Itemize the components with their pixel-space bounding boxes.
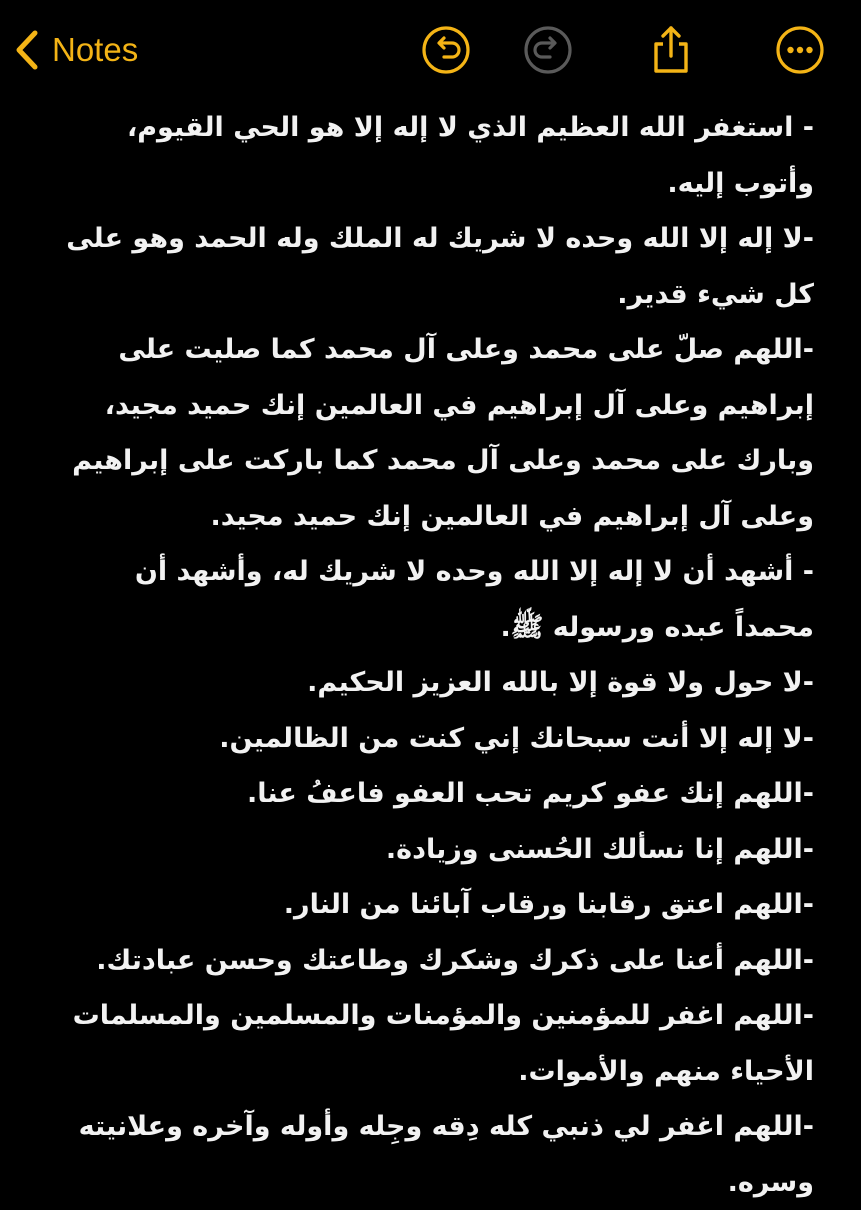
redo-button[interactable]: [520, 22, 576, 78]
note-line: وسره.: [24, 1155, 814, 1210]
note-line: - استغفر الله العظيم الذي لا إله إلا هو الحي القيوم،: [24, 100, 814, 156]
note-line: -اللهم اعتق رقابنا ورقاب آبائنا من النار.: [24, 877, 814, 933]
note-body[interactable]: [24, 100, 814, 1200]
notes-toolbar: [0, 0, 861, 96]
note-line: الأحياء منهم والأموات.: [24, 1044, 814, 1100]
note-line: -لا حول ولا قوة إلا بالله العزيز الحكيم.: [24, 655, 814, 711]
back-button[interactable]: [14, 22, 138, 78]
note-line: وعلى آل إبراهيم في العالمين إنك حميد مجيد.: [24, 489, 814, 545]
undo-button[interactable]: [418, 22, 474, 78]
note-line: -اللهم إنك عفو كريم تحب العفو فاعفُ عنا.: [24, 766, 814, 822]
more-button[interactable]: [772, 22, 828, 78]
note-line: - أشهد أن لا إله إلا الله وحده لا شريك له، وأشهد أن: [24, 544, 814, 600]
note-line: وبارك على محمد وعلى آل محمد كما باركت على إبراهيم: [24, 433, 814, 489]
note-line: -اللهم اغفر لي ذنبي كله دِقه وجِله وأوله وآخره وعلانيته: [24, 1099, 814, 1155]
chevron-left-icon: [14, 29, 40, 71]
share-button[interactable]: [643, 22, 699, 78]
note-line: -اللهم صلّ على محمد وعلى آل محمد كما صليت على: [24, 322, 814, 378]
share-icon: [648, 24, 694, 76]
back-label: Notes: [52, 31, 138, 69]
note-line: -لا إله إلا أنت سبحانك إني كنت من الظالمين.: [24, 711, 814, 767]
note-line: -اللهم إنا نسألك الحُسنى وزيادة.: [24, 822, 814, 878]
note-line: وأتوب إليه.: [24, 156, 814, 212]
redo-icon: [522, 24, 574, 76]
note-line: -لا إله إلا الله وحده لا شريك له الملك وله الحمد وهو على: [24, 211, 814, 267]
note-line: -اللهم أعنا على ذكرك وشكرك وطاعتك وحسن عبادتك.: [24, 933, 814, 989]
note-line: محمداً عبده ورسوله ﷺ.: [24, 600, 814, 656]
note-line: -اللهم اغفر للمؤمنين والمؤمنات والمسلمين والمسلمات: [24, 988, 814, 1044]
note-line: إبراهيم وعلى آل إبراهيم في العالمين إنك حميد مجيد،: [24, 378, 814, 434]
more-icon: [774, 24, 826, 76]
undo-icon: [420, 24, 472, 76]
note-line: كل شيء قدير.: [24, 267, 814, 323]
